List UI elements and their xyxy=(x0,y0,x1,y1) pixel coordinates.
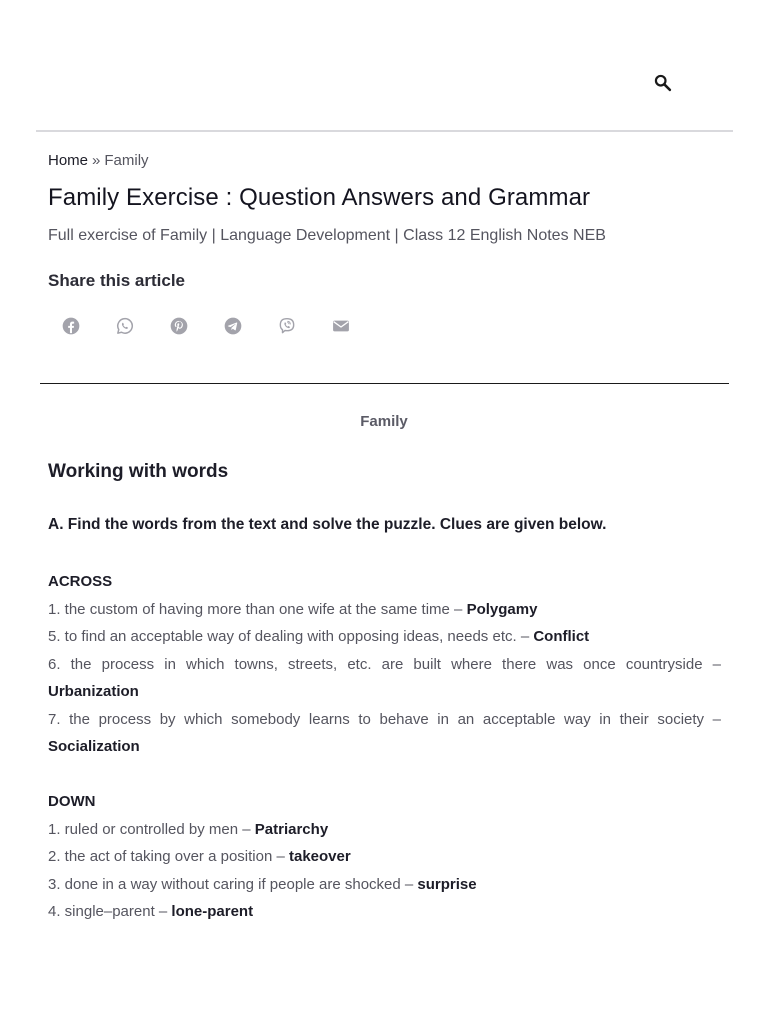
clue-answer: surprise xyxy=(417,875,477,893)
clue-item xyxy=(48,871,721,899)
clue-item xyxy=(48,651,721,706)
search-button[interactable] xyxy=(652,72,674,94)
exercise-question: A. Find the words from the text and solve the puzzle. Clues are given below. xyxy=(48,516,607,533)
share-pinterest-button[interactable] xyxy=(168,315,190,337)
clue-answer: Conflict xyxy=(533,628,590,645)
page-subtitle: Full exercise of Family | Language Development | Class 12 English Notes NEB xyxy=(48,227,606,244)
share-title: Share this article xyxy=(48,271,186,290)
page-title: Family Exercise : Question Answers and Grammar xyxy=(48,184,591,211)
clue-item xyxy=(48,596,721,624)
clue-answer: Urbanization xyxy=(48,683,139,700)
viber-icon xyxy=(277,316,297,336)
pinterest-icon xyxy=(169,316,189,336)
content-divider xyxy=(40,383,729,384)
site-header xyxy=(0,0,768,132)
share-viber-button[interactable] xyxy=(276,315,298,337)
clue-item xyxy=(48,898,721,926)
breadcrumb-separator: » xyxy=(92,152,101,169)
clue-text: 5. to find an acceptable way of dealing with opposing ideas, needs etc. – xyxy=(48,628,534,645)
clue-item xyxy=(48,816,721,844)
whatsapp-icon xyxy=(115,316,135,336)
clue-answer: Patriarchy xyxy=(254,820,329,838)
down-label: DOWN xyxy=(48,793,96,810)
clue-text: 6. the process in which towns, streets, etc. are built where there was once countryside – xyxy=(48,655,721,673)
share-facebook-button[interactable] xyxy=(60,315,82,337)
across-label: ACROSS xyxy=(48,573,113,590)
clue-answer: takeover xyxy=(288,848,351,865)
share-email-button[interactable] xyxy=(330,315,352,337)
breadcrumb xyxy=(48,151,149,171)
section-heading: Working with words xyxy=(48,461,229,482)
clue-text: 7. the process by which somebody learns to behave in an acceptable way in their society – xyxy=(48,710,721,728)
clue-text: 3. done in a way without caring if people are shocked – xyxy=(48,875,418,893)
telegram-icon xyxy=(223,316,243,336)
search-icon xyxy=(652,72,674,94)
clue-text: 2. the act of taking over a position – xyxy=(48,848,289,865)
clue-item xyxy=(48,706,721,761)
clue-text: 4. single–parent – xyxy=(48,903,172,920)
clue-item xyxy=(48,843,721,871)
share-whatsapp-button[interactable] xyxy=(114,315,136,337)
clue-answer: Polygamy xyxy=(466,600,538,618)
share-buttons xyxy=(60,315,384,339)
image-caption: Family xyxy=(360,413,408,430)
header-divider xyxy=(36,130,733,132)
breadcrumb-current: Family xyxy=(104,152,149,169)
email-icon xyxy=(331,316,351,336)
facebook-icon xyxy=(61,316,81,336)
clue-item xyxy=(48,623,721,651)
spacer xyxy=(48,761,721,789)
clue-answer: Socialization xyxy=(48,738,140,755)
clue-list xyxy=(48,568,721,926)
breadcrumb-home-link[interactable]: Home xyxy=(48,152,89,169)
clue-text: 1. the custom of having more than one wife at the same time – xyxy=(48,600,467,618)
share-telegram-button[interactable] xyxy=(222,315,244,337)
clue-text: 1. ruled or controlled by men – xyxy=(48,820,255,838)
clue-answer: lone-parent xyxy=(171,903,254,920)
